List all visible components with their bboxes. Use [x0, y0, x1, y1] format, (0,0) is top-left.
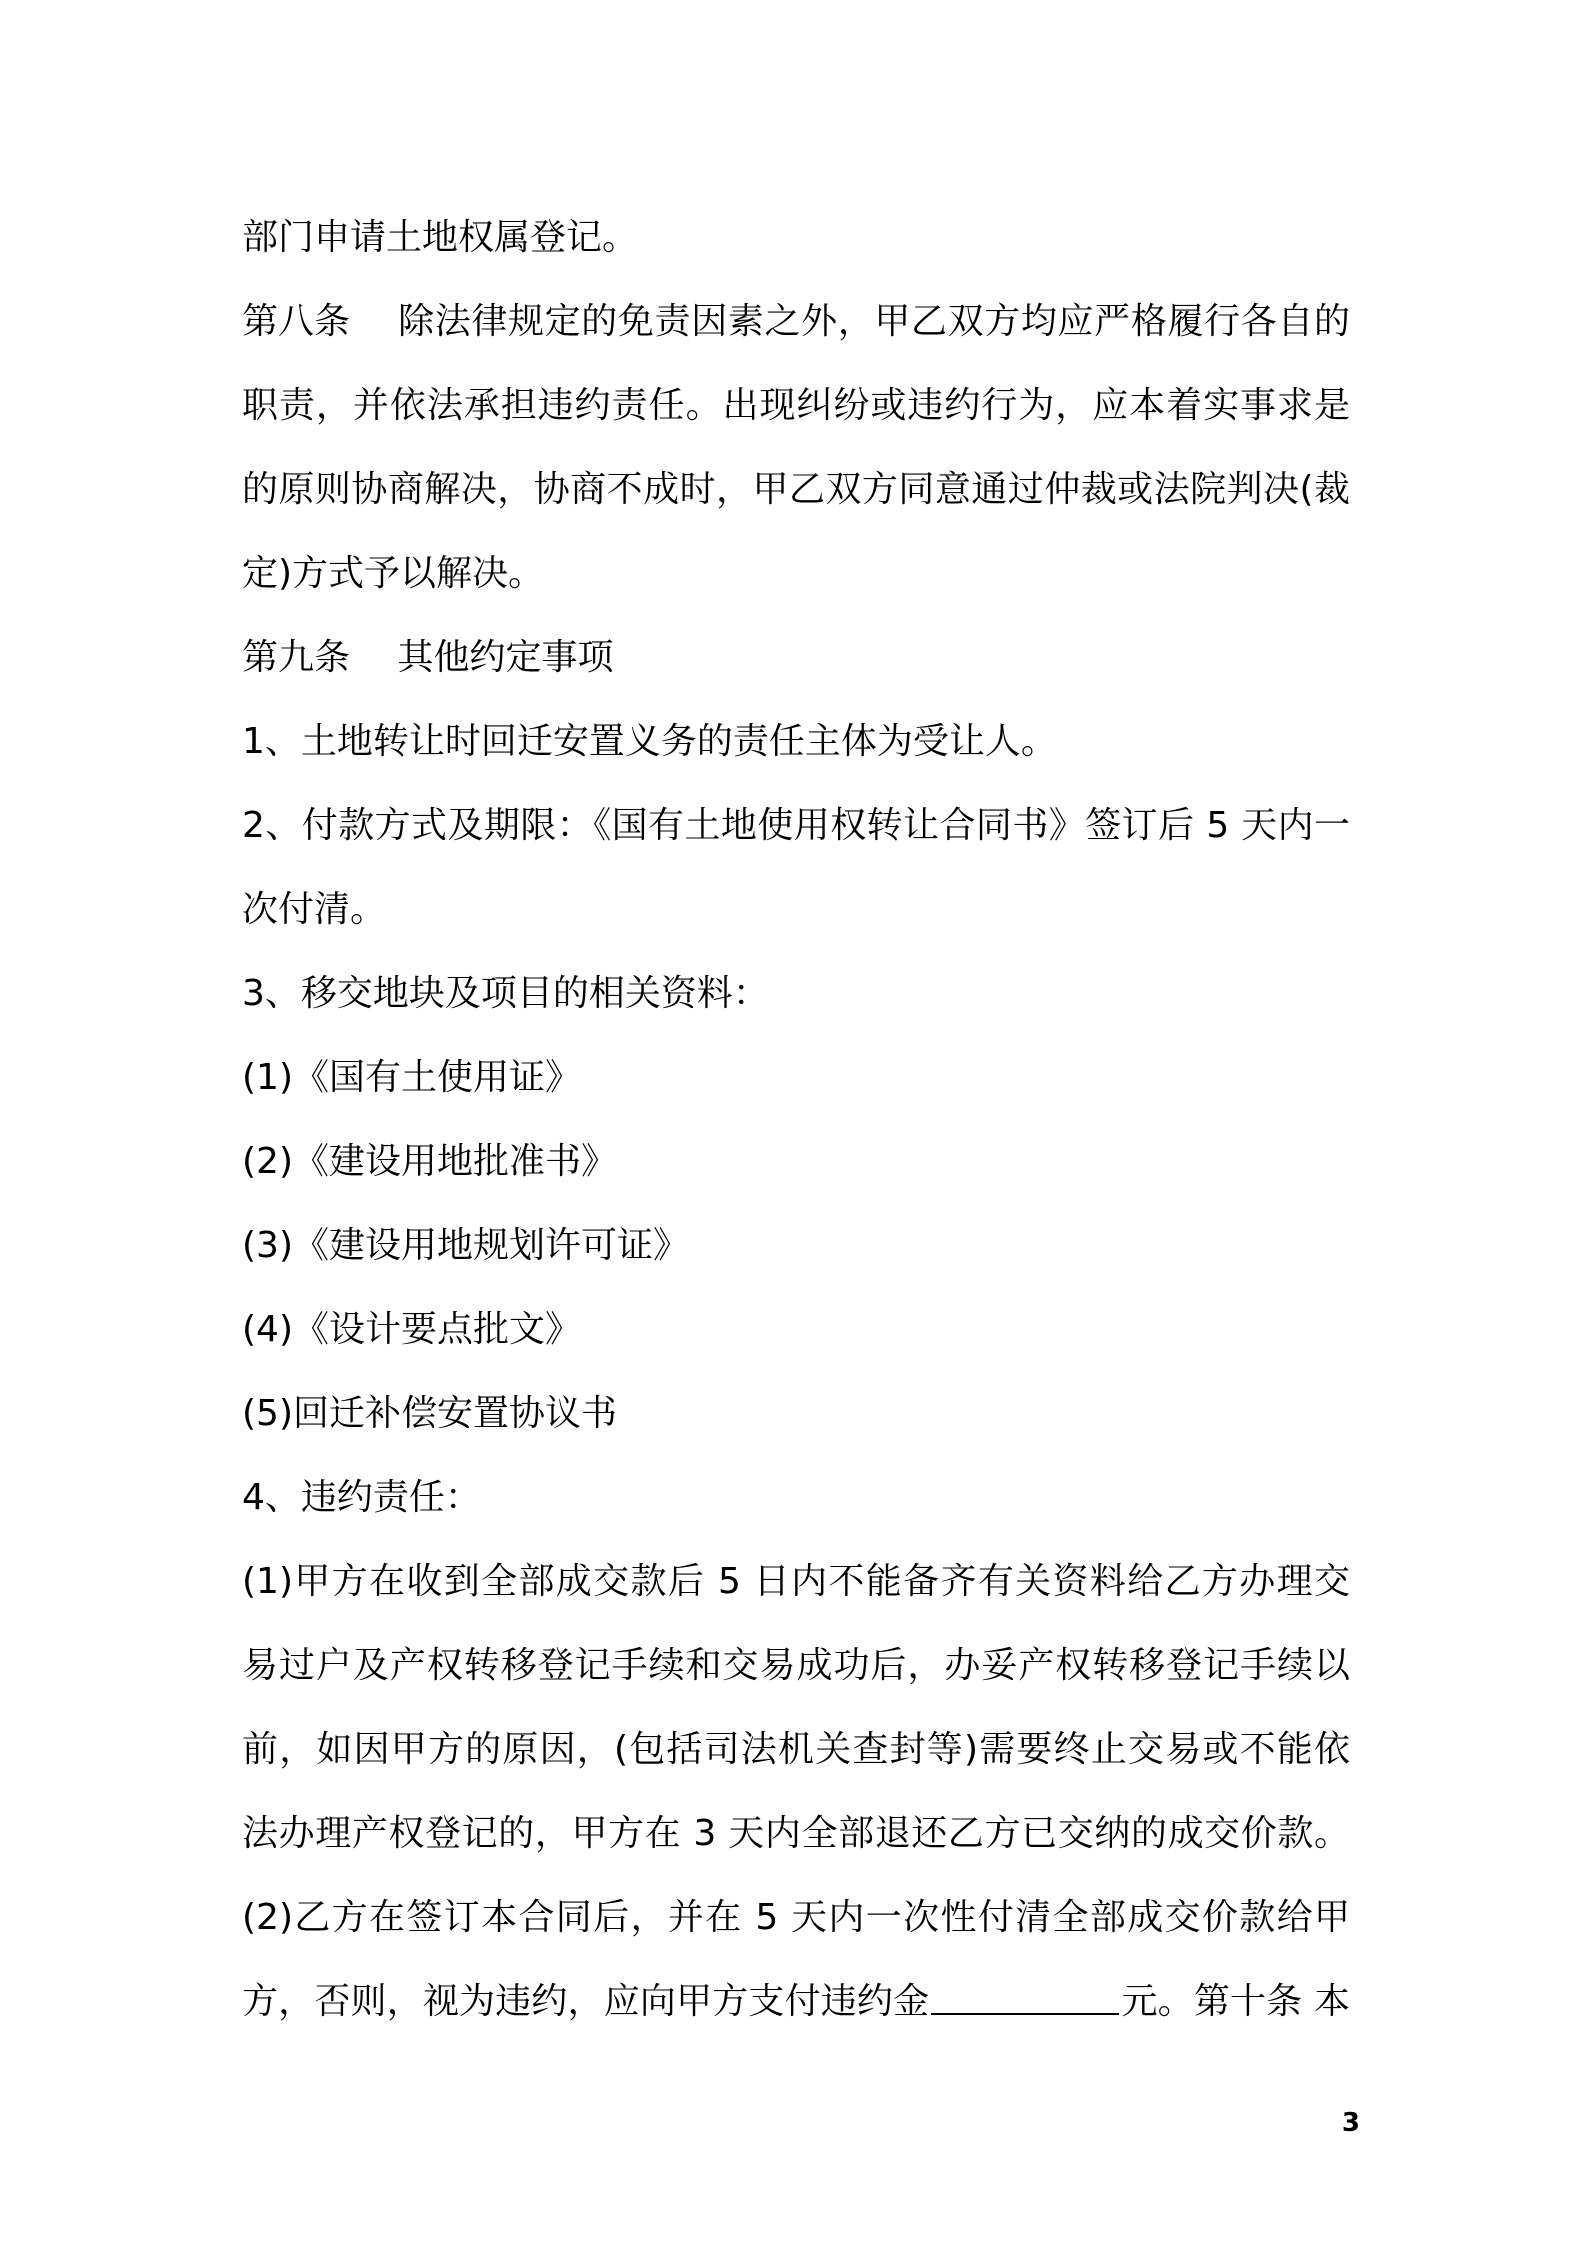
line-text: (2)《建设用地批准书》 [242, 1141, 617, 1182]
article-line [242, 616, 1350, 700]
line-text: 元。第十条 [1121, 1981, 1303, 2022]
text-line [242, 196, 1350, 280]
line-text: 4、违约责任： [242, 1477, 481, 1518]
sub-list-item [242, 1876, 1350, 1960]
line-text: 的原则协商解决，协商不成时，甲乙双方同意通过仲裁或法院判决(裁 [242, 469, 1350, 510]
list-item [242, 952, 1350, 1036]
text-line [242, 1624, 1350, 1708]
sub-list-item [242, 1288, 1350, 1372]
text-line [242, 448, 1350, 532]
line-text: (1)甲方在收到全部成交款后 5 日内不能备齐有关资料给乙方办理交 [242, 1561, 1350, 1602]
text-line [242, 1960, 1350, 2044]
article-line [242, 280, 1350, 364]
document-body [242, 196, 1350, 2044]
text-line [242, 1708, 1350, 1792]
text-line [242, 1792, 1350, 1876]
line-text: (2)乙方在签订本合同后，并在 5 天内一次性付清全部成交价款给甲 [242, 1897, 1350, 1938]
line-text: 2、付款方式及期限：《国有土地使用权转让合同书》签订后 5 天内一 [242, 805, 1350, 846]
line-text: 其他约定事项 [397, 637, 614, 678]
article-number: 第八条 [242, 301, 351, 342]
text-line [242, 364, 1350, 448]
line-text: (1)《国有土使用证》 [242, 1057, 581, 1098]
article-number: 第九条 [242, 637, 351, 678]
line-text: 前，如因甲方的原因，(包括司法机关查封等)需要终止交易或不能依 [242, 1729, 1350, 1770]
page-number: 3 [1341, 2108, 1360, 2138]
sub-list-item [242, 1540, 1350, 1624]
line-text: (3)《建设用地规划许可证》 [242, 1225, 689, 1266]
line-text: 职责，并依法承担违约责任。出现纠纷或违约行为，应本着实事求是 [242, 385, 1350, 426]
line-text: 部门申请土地权属登记。 [242, 217, 639, 258]
sub-list-item [242, 1120, 1350, 1204]
sub-list-item [242, 1204, 1350, 1288]
fill-in-blank [931, 1983, 1119, 2015]
line-text: 定)方式予以解决。 [242, 553, 545, 594]
list-item [242, 700, 1350, 784]
line-text: 易过户及产权转移登记手续和交易成功后，办妥产权转移登记手续以 [242, 1645, 1350, 1686]
line-text: 除法律规定的免责因素之外，甲乙双方均应严格履行各自的 [398, 301, 1350, 342]
line-text: (5)回迁补偿安置协议书 [242, 1393, 617, 1434]
line-text: 本 [1313, 1981, 1350, 2022]
sub-list-item [242, 1372, 1350, 1456]
line-text: 方，否则，视为违约，应向甲方支付违约金 [242, 1981, 930, 2022]
line-text: 次付清。 [242, 889, 387, 930]
sub-list-item [242, 1036, 1350, 1120]
line-text: 1、土地转让时回迁安置义务的责任主体为受让人。 [242, 721, 1057, 762]
line-text: 法办理产权登记的，甲方在 3 天内全部退还乙方已交纳的成交价款。 [242, 1813, 1350, 1854]
text-line [242, 868, 1350, 952]
line-text: 3、移交地块及项目的相关资料： [242, 973, 769, 1014]
list-item [242, 784, 1350, 868]
line-text: (4)《设计要点批文》 [242, 1309, 581, 1350]
list-item [242, 1456, 1350, 1540]
text-line [242, 532, 1350, 616]
